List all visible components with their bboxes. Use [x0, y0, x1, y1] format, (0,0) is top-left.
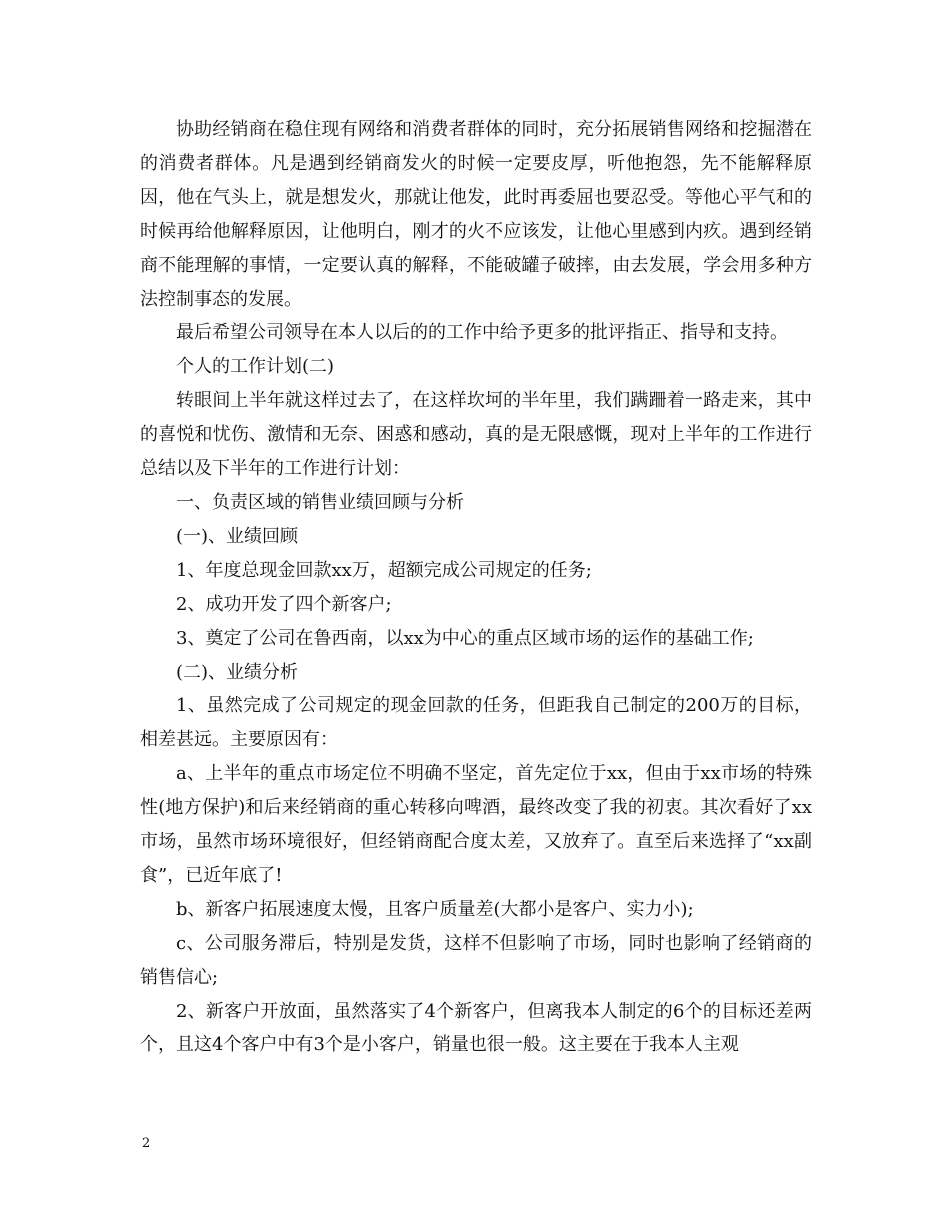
body-text: [140, 113, 812, 1062]
analysis-reason-b: b、新客户拓展速度太慢，且客户质量差(大都小是客户、实力小);: [176, 898, 694, 920]
paragraph-intro: 转眼间上半年就这样过去了，在这样坎坷的半年里，我们蹒跚着一路走来，其中的喜悦和忧伤、激情和无奈、困惑和感动，真的是无限感慨，现对上半年的工作进行总结以及下半年的工作进行计划：: [140, 390, 812, 480]
heading-sales-review: 一、负责区域的销售业绩回顾与分析: [176, 491, 464, 513]
subheading-performance-analysis: (二)、业绩分析: [176, 661, 299, 683]
paragraph-dealer-support: 协助经销商在稳住现有网络和消费者群体的同时，充分拓展销售网络和挖掘潜在的消费者群体。凡是遇到经销商发火的时候一定要皮厚，听他抱怨，先不能解释原因，他在气头上，就是想发火，那就让他发，此时再委屈也要忍受。等他心平气和的时候再给他解释原因，让他明白，刚才的火不应该发，让他心里感到内疚。遇到经销商不能理解的事情，一定要认真的解释，不能破罐子破摔，由去发展，学会用多种方法控制事态的发展。: [140, 119, 812, 310]
paragraph-closing-hope: 最后希望公司领导在本人以后的的工作中给予更多的批评指正、指导和支持。: [176, 322, 788, 344]
analysis-reason-a: a、上半年的重点市场定位不明确不坚定，首先定位于xx，但由于xx市场的特殊性(地方保护)和后来经销商的重心转移向啤酒，最终改变了我的初衷。其次看好了xx市场，虽然市场环境很好，但经销商配合度太差，又放弃了。直至后来选择了“xx副食”，已近年底了!: [140, 763, 812, 886]
analysis-item-target-gap: 1、虽然完成了公司规定的现金回款的任务，但距我自己制定的200万的目标，相差甚远。主要原因有：: [140, 695, 812, 751]
analysis-item-new-customers: 2、新客户开放面，虽然落实了4个新客户，但离我本人制定的6个的目标还差两个，且这4个客户中有3个是小客户，销量也很一般。这主要在于我本人主观: [140, 1000, 812, 1056]
list-item-key-region: 3、奠定了公司在鲁西南，以xx为中心的重点区域市场的运作的基础工作;: [176, 627, 754, 649]
analysis-reason-c: c、公司服务滞后，特别是发货，这样不但影响了市场，同时也影响了经销商的销售信心;: [140, 932, 812, 988]
list-item-new-customers: 2、成功开发了四个新客户;: [176, 593, 392, 615]
section-heading-work-plan-2: 个人的工作计划(二): [176, 356, 335, 378]
subheading-performance-review: (一)、业绩回顾: [176, 525, 299, 547]
page-number: 2: [142, 1136, 151, 1151]
list-item-cash-collection: 1、年度总现金回款xx万，超额完成公司规定的任务;: [176, 559, 592, 581]
